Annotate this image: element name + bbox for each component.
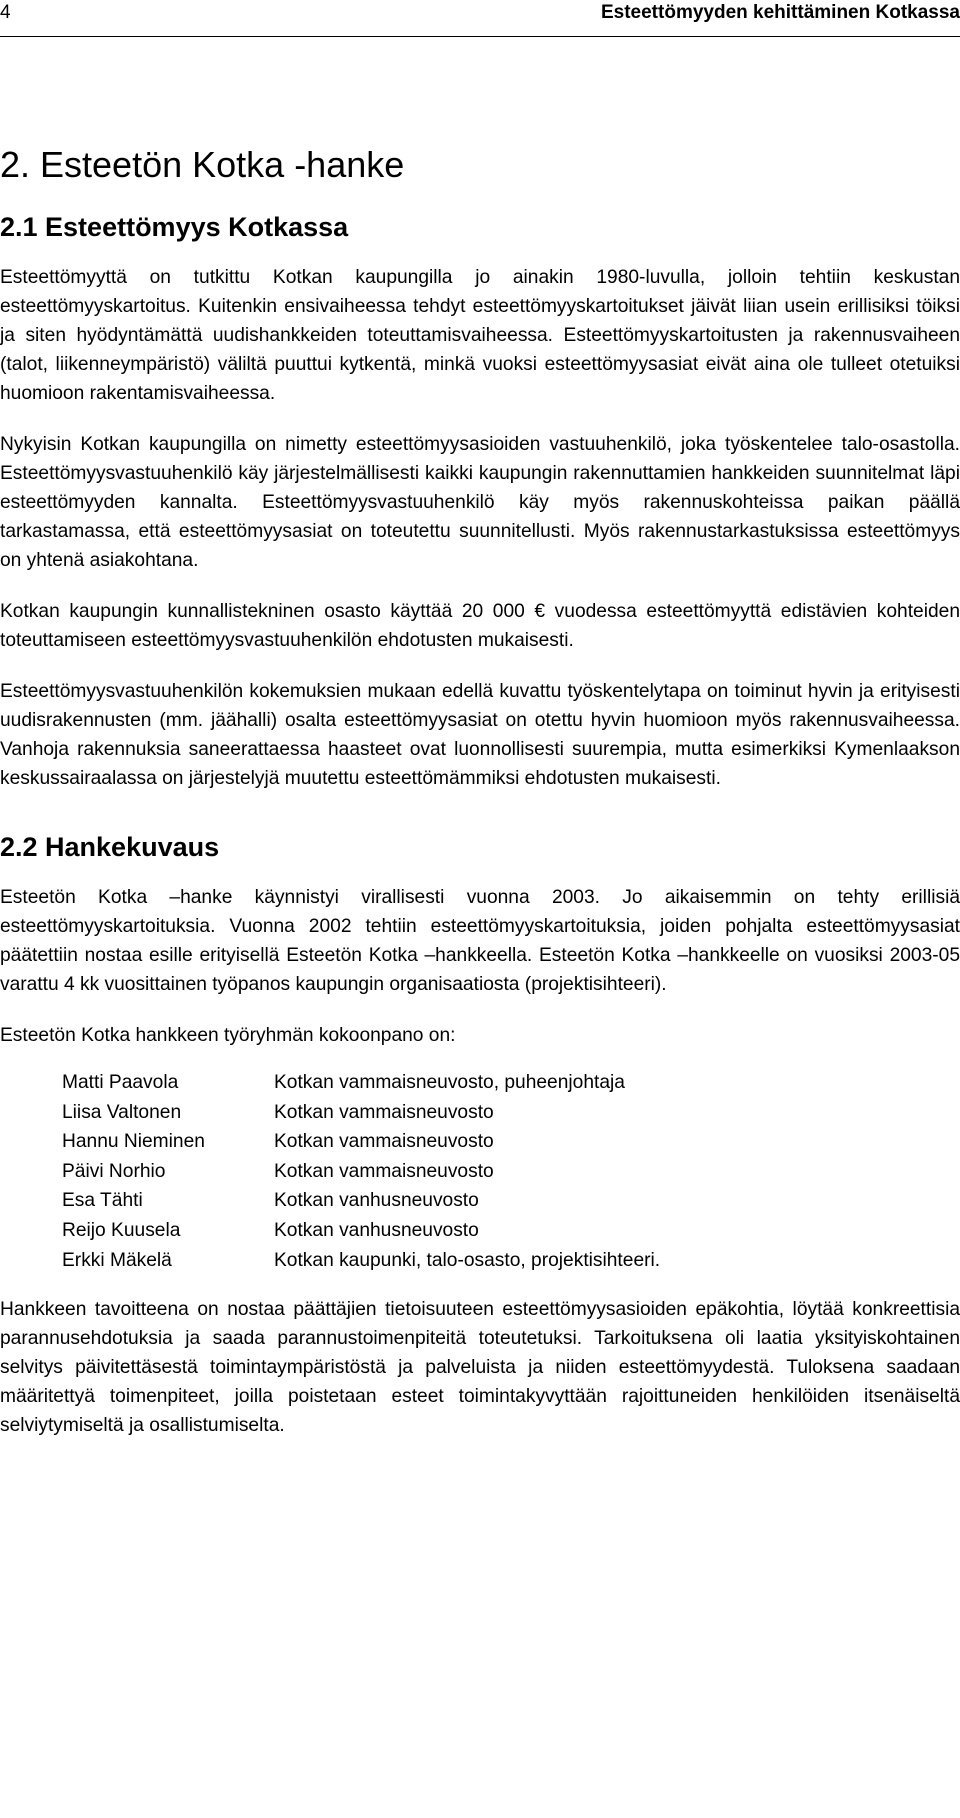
member-row	[62, 1216, 660, 1246]
member-name: Esa Tähti	[62, 1190, 143, 1212]
document-body	[0, 145, 960, 1462]
member-role: Kotkan kaupunki, talo-osasto, projektisihteeri.	[274, 1249, 661, 1271]
member-row	[62, 1098, 660, 1128]
chapter-title: 2. Esteetön Kotka -hanke	[0, 144, 405, 185]
member-row	[62, 1246, 660, 1276]
members-intro: Esteetön Kotka hankkeen työryhmän kokoonpano on:	[0, 1025, 456, 1046]
paragraph: Esteettömyyttä on tutkittu Kotkan kaupungilla jo ainakin 1980-luvulla, jolloin tehtiin keskustan esteettömyyskartoitus. Kuitenkin ensivaiheessa tehdyt esteettömyyskartoitukset jäivät liian usein erillisiksi töiksi ja siten hyödyntämättä uudishankkeiden toteuttamisvaiheessa. Esteettömyyskartoitusten ja rakennusvaiheen (talot, liikenneympäristö) väliltä puuttui kytkentä, minkä vuoksi esteettömyysasiat eivät aina ole tulleet otetuiksi huomioon rakentamisvaiheessa.	[0, 267, 960, 404]
member-role: Kotkan vanhusneuvosto	[274, 1190, 479, 1212]
member-name: Hannu Nieminen	[62, 1131, 205, 1153]
paragraph: Kotkan kaupungin kunnallistekninen osasto käyttää 20 000 € vuodessa esteettömyyttä edistävien kohteiden toteuttamiseen esteettömyysvastuuhenkilön ehdotusten mukaisesti.	[0, 601, 960, 651]
member-role: Kotkan vanhusneuvosto	[274, 1219, 479, 1241]
member-row	[62, 1127, 660, 1157]
member-row	[62, 1157, 660, 1187]
member-name: Päivi Norhio	[62, 1160, 166, 1182]
member-role: Kotkan vammaisneuvosto, puheenjohtaja	[274, 1072, 625, 1093]
header-divider	[0, 36, 960, 37]
member-row	[62, 1186, 660, 1216]
page-number: 4	[0, 2, 11, 23]
paragraph: Nykyisin Kotkan kaupungilla on nimetty esteettömyysasioiden vastuuhenkilö, joka työskentelee talo-osastolla. Esteettömyysvastuuhenkilö käy järjestelmällisesti kaikki kaupungin rakennuttamien hankkeiden suunnitelmat läpi esteettömyyden kannalta. Esteettömyysvastuuhenkilö käy myös rakennuskohteissa paikan päällä tarkastamassa, että esteettömyysasiat on toteutettu suunnitellusti. Myös rakennustarkastuksissa esteettömyys on yhtenä asiakohtana.	[0, 434, 960, 571]
member-name: Erkki Mäkelä	[62, 1249, 172, 1271]
page-header	[0, 0, 960, 40]
paragraph: Hankkeen tavoitteena on nostaa päättäjien tietoisuuteen esteettömyysasioiden epäkohtia, löytää konkreettisia parannusehdotuksia ja saada parannustoimenpiteitä toteutetuksi. Tarkoituksena oli laatia yksityiskohtainen selvitys päivitettäsestä toimintaympäristöstä ja palveluista ja niiden esteettömyydestä. Tuloksena saadaan määritettyä toimenpiteet, joilla poistetaan esteet toimintakyvyttään rajoittuneiden henkilöiden itsenäiseltä selviytymiseltä ja osallistumiselta.	[0, 1299, 960, 1437]
running-title: Esteettömyyden kehittäminen Kotkassa	[600, 2, 960, 23]
member-role: Kotkan vammaisneuvosto	[274, 1101, 494, 1123]
member-name: Matti Paavola	[62, 1072, 179, 1093]
member-name: Reijo Kuusela	[62, 1219, 181, 1241]
section-title-2-2: 2.2 Hankekuvaus	[0, 832, 220, 862]
member-name: Liisa Valtonen	[62, 1101, 182, 1123]
paragraph: Esteetön Kotka –hanke käynnistyi virallisesti vuonna 2003. Jo aikaisemmin on tehty erillisiä esteettömyyskartoituksia. Vuonna 2002 tehtiin esteettömyyskartoituksia, joiden pohjalta esteettömyysasiat päätettiin nostaa esille erityisellä Esteetön Kotka –hankkeella. Esteetön Kotka –hankkeelle on vuosiksi 2003-05 varattu 4 kk vuosittainen työpanos kaupungin organisaatiosta (projektisihteeri).	[0, 887, 960, 995]
section-title-2-1: 2.1 Esteettömyys Kotkassa	[0, 212, 349, 242]
paragraph: Esteettömyysvastuuhenkilön kokemuksien mukaan edellä kuvattu työskentelytapa on toiminut hyvin ja erityisesti uudisrakennusten (mm. jäähalli) osalta esteettömyysasiat on otettu hyvin huomioon myös rakennusvaiheessa. Vanhoja rakennuksia saneerattaessa haasteet ovat luonnollisesti suurempia, mutta esimerkiksi Kymenlaakson keskussairaalassa on järjestelyjä muutettu esteettömämmiksi ehdotusten mukaisesti.	[0, 681, 960, 789]
member-role: Kotkan vammaisneuvosto	[274, 1160, 494, 1182]
working-group-members	[62, 1068, 660, 1275]
member-role: Kotkan vammaisneuvosto	[274, 1131, 494, 1153]
member-row	[62, 1068, 660, 1098]
